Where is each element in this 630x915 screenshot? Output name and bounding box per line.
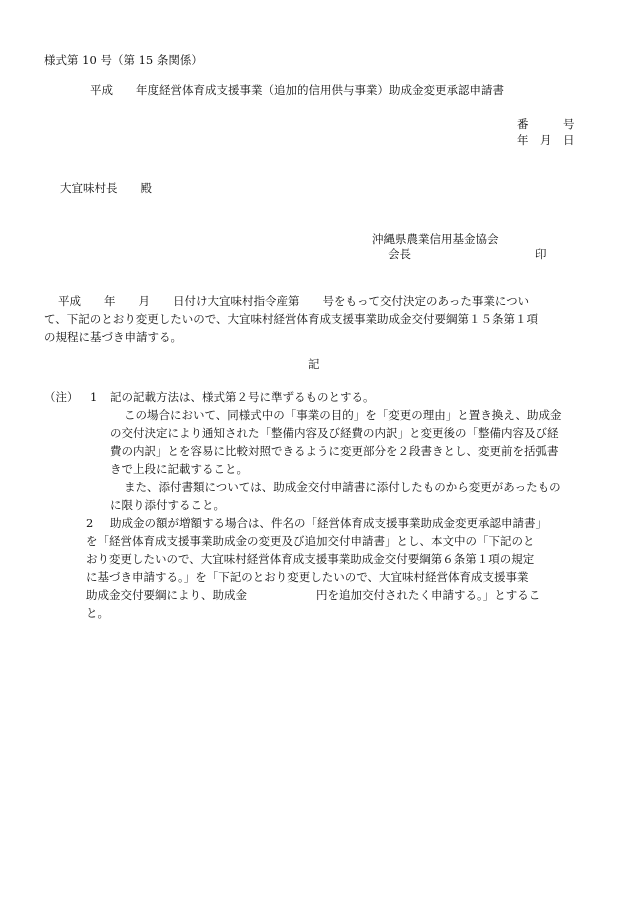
note-line: に限り添付すること。	[110, 498, 225, 512]
note-line: きで上段に記載すること。	[110, 462, 248, 476]
body-line: て、下記のとおり変更したいので、大宜味村経営体育成支援事業助成金交付要綱第１５条第１項	[44, 312, 539, 326]
seal-mark: 印	[535, 247, 547, 261]
note-number: 1	[90, 390, 98, 404]
note-item-2	[44, 514, 561, 532]
note-line: 助成金交付要綱により、助成金 円を追加交付されたく申請する。」とするこ	[86, 588, 541, 602]
note-line: に基づき申請する。」を「下記のとおり変更したいので、大宜味村経営体育成支援事業	[86, 570, 529, 584]
note-line: を「経営体育成支援事業助成金の変更及び追加交付申請書」とし、本文中の「下記のと	[86, 534, 535, 548]
note-line: の交付決定により通知された「整備内容及び経費の内訳」と変更後の「整備内容及び経	[110, 426, 559, 440]
addressee: 大宜味村長 殿	[60, 181, 152, 195]
document-number: 番 号	[517, 117, 575, 131]
note-line: この場合において、同様式中の「事業の目的」を「変更の理由」と置き換え、助成金	[124, 408, 562, 422]
body-line: の規程に基づき申請する。	[44, 330, 182, 344]
document-title: 平成 年度経営体育成支援事業（追加的信用供与事業）助成金変更承認申請書	[90, 83, 504, 97]
applicant-role: 会長	[388, 247, 411, 261]
document-date: 年 月 日	[517, 133, 575, 147]
body-paragraph	[44, 292, 538, 346]
notes-section	[44, 388, 561, 622]
note-line: 費の内訳」とを容易に比較対照できるように変更部分を２段書きとし、変更前を括弧書	[110, 444, 559, 458]
ki-heading: 記	[308, 357, 320, 371]
body-line: 平成 年 月 日付け大宜味村指令産第 号をもって交付決定のあった事業につい	[58, 294, 530, 308]
note-number: 2	[86, 516, 94, 530]
note-line: と。	[86, 606, 109, 620]
note-text: 記の記載方法は、様式第２号に準ずるものとする。	[110, 390, 375, 404]
form-number: 様式第 10 号（第 15 条関係）	[44, 53, 203, 67]
note-line: また、添付書類については、助成金交付申請書に添付したものから変更があったもの	[124, 480, 561, 494]
note-text: 助成金の額が増額する場合は、件名の「経営体育成支援事業助成金変更承認申請書」	[110, 516, 547, 530]
note-item-1	[44, 388, 561, 406]
notes-label: （注）	[44, 390, 79, 404]
applicant-organization: 沖縄県農業信用基金協会	[372, 232, 499, 246]
note-line: おり変更したいので、大宜味村経営体育成支援事業助成金交付要綱第６条第１項の規定	[86, 552, 535, 566]
